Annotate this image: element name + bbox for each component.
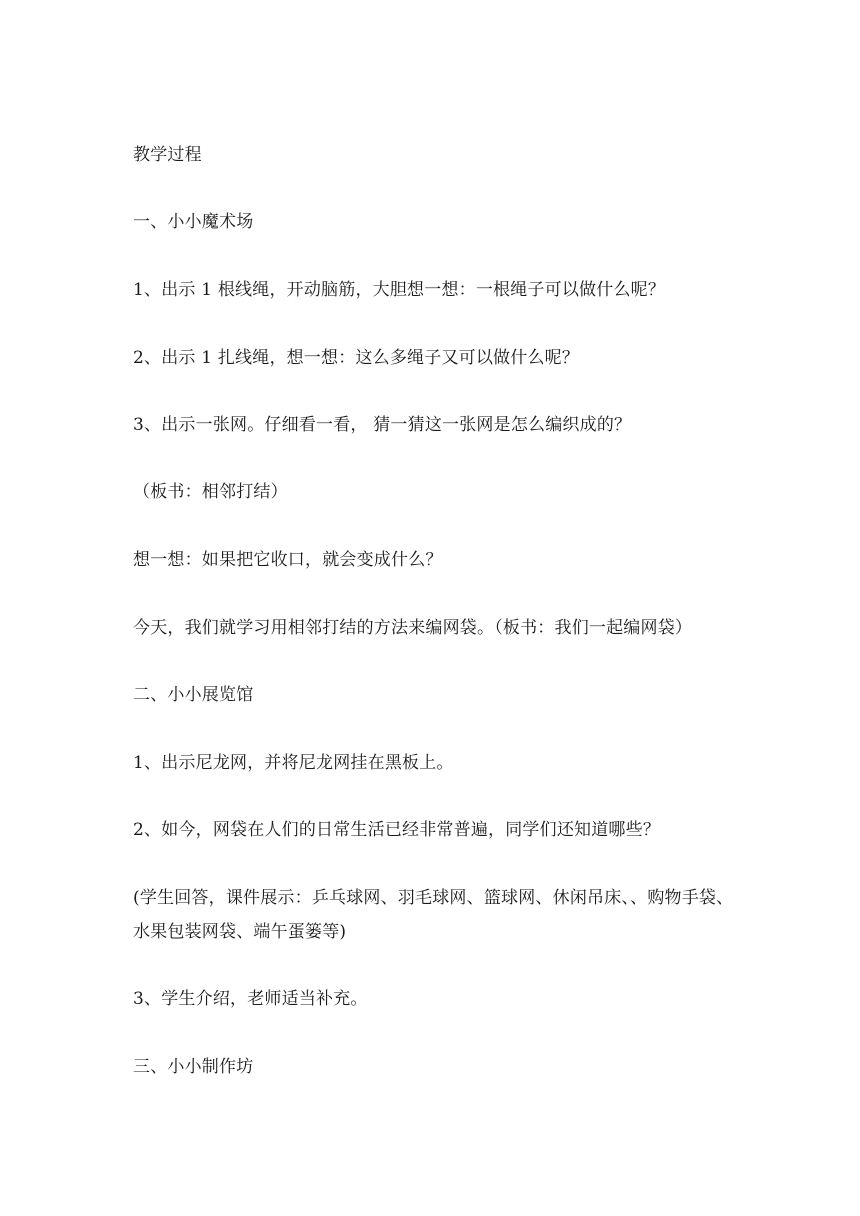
section-heading-exhibition: 二、小小展览馆: [133, 685, 254, 705]
paragraph-item-1: 1、出示尼龙网，并将尼龙网挂在黑板上。: [133, 753, 454, 773]
paragraph-answer-line-1: (学生回答，课件展示：乒乓球网、羽毛球网、篮球网、休闲吊床、、购物手袋、: [133, 888, 734, 908]
paragraph-answer-line-2: 水果包装网袋、端午蛋篓等): [133, 922, 347, 942]
paragraph-item-2: 2、出示 1 扎线绳，想一想：这么多绳子又可以做什么呢？: [133, 348, 580, 368]
blackboard-note: （板书：相邻打结）: [133, 482, 288, 502]
paragraph-intro: 今天，我们就学习用相邻打结的方法来编网袋。（板书：我们一起编网袋）: [133, 618, 693, 638]
section-heading-magic: 一、小小魔术场: [133, 212, 254, 232]
section-heading-workshop: 三、小小制作坊: [133, 1057, 254, 1077]
document-title: 教学过程: [133, 145, 202, 165]
paragraph-item-1: 1、出示 1 根线绳，开动脑筋，大胆想一想：一根绳子可以做什么呢？: [133, 280, 666, 300]
paragraph-item-2: 2、如今，网袋在人们的日常生活已经非常普遍，同学们还知道哪些？: [133, 820, 661, 840]
paragraph-question: 想一想：如果把它收口，就会变成什么？: [133, 550, 443, 570]
paragraph-item-3: 3、学生介绍，老师适当补充。: [133, 989, 368, 1009]
paragraph-item-3: 3、出示一张网。仔细看一看， 猜一猜这一张网是怎么编织成的？: [133, 415, 632, 435]
